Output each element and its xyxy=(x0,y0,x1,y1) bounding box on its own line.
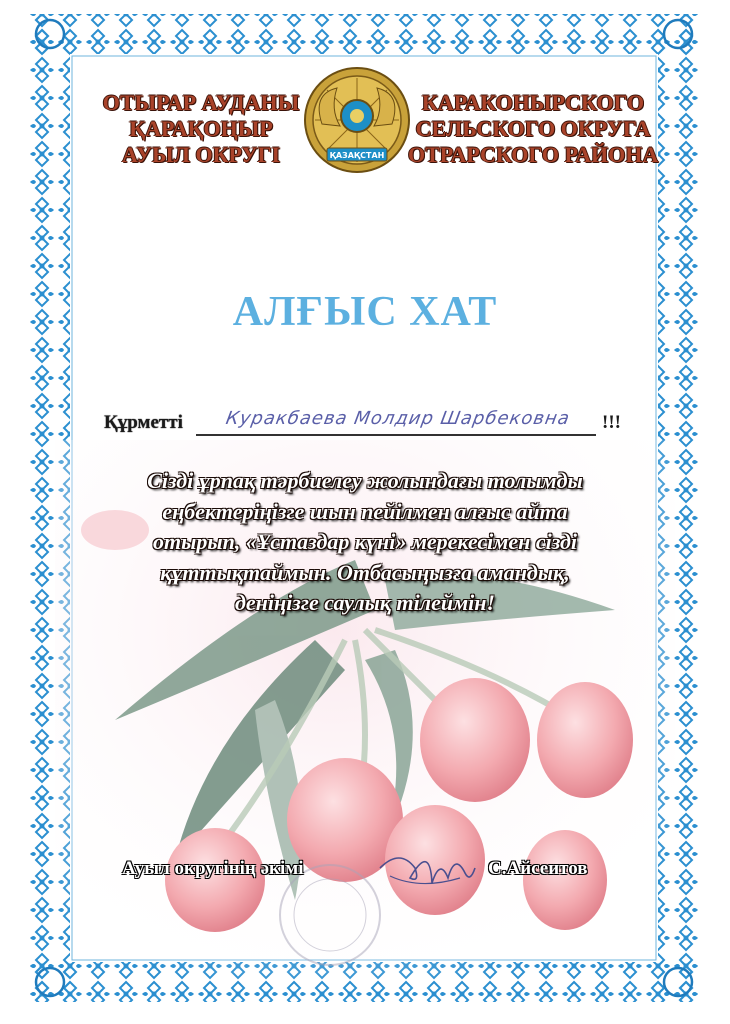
header-right-line: ОТРАРСКОГО РАЙОНА xyxy=(408,142,659,167)
state-emblem xyxy=(302,64,412,176)
handwritten-signature xyxy=(370,838,480,898)
message-line: еңбектеріңізге шын пейілмен алғыс айта xyxy=(162,498,568,524)
name-underline xyxy=(196,434,596,436)
document-title: АЛҒЫС ХАТ xyxy=(232,289,498,335)
header-left-org xyxy=(96,90,306,168)
message-line: отырып, «Ұстаздар күні» мерекесімен сізді xyxy=(152,529,578,554)
recipient-name: Куракбаева Молдир Шарбековна xyxy=(224,408,572,429)
signer-position: Ауыл округінің әкімі xyxy=(122,858,304,879)
header-right-line: СЕЛЬСКОГО ОКРУГА xyxy=(415,116,651,141)
signer-name: С.Айсеитов xyxy=(488,858,588,879)
header-right-org xyxy=(408,90,658,168)
message-line: Сізді ұрпақ тәрбиелеу жолындағы толымды xyxy=(147,468,583,493)
header-right-line: КАРАКОНЫРСКОГО xyxy=(421,90,645,115)
header-left-line: ҚАРАҚОҢЫР xyxy=(129,116,273,141)
salutation-exclamation: !!! xyxy=(602,412,621,433)
message-line: деніңізге саулық тілеймін! xyxy=(234,590,496,615)
gratitude-message xyxy=(110,466,620,619)
emblem-caption: ҚАЗАҚСТАН xyxy=(329,151,385,160)
message-line: құттықтаймын. Отбасыңызға амандық, xyxy=(160,559,570,585)
header-left-line: ОТЫРАР АУДАНЫ xyxy=(102,90,300,115)
header-left-line: АУЫЛ ОКРУГІ xyxy=(121,142,281,167)
salutation-label: Құрметті xyxy=(104,412,183,433)
salutation-line xyxy=(104,410,624,440)
